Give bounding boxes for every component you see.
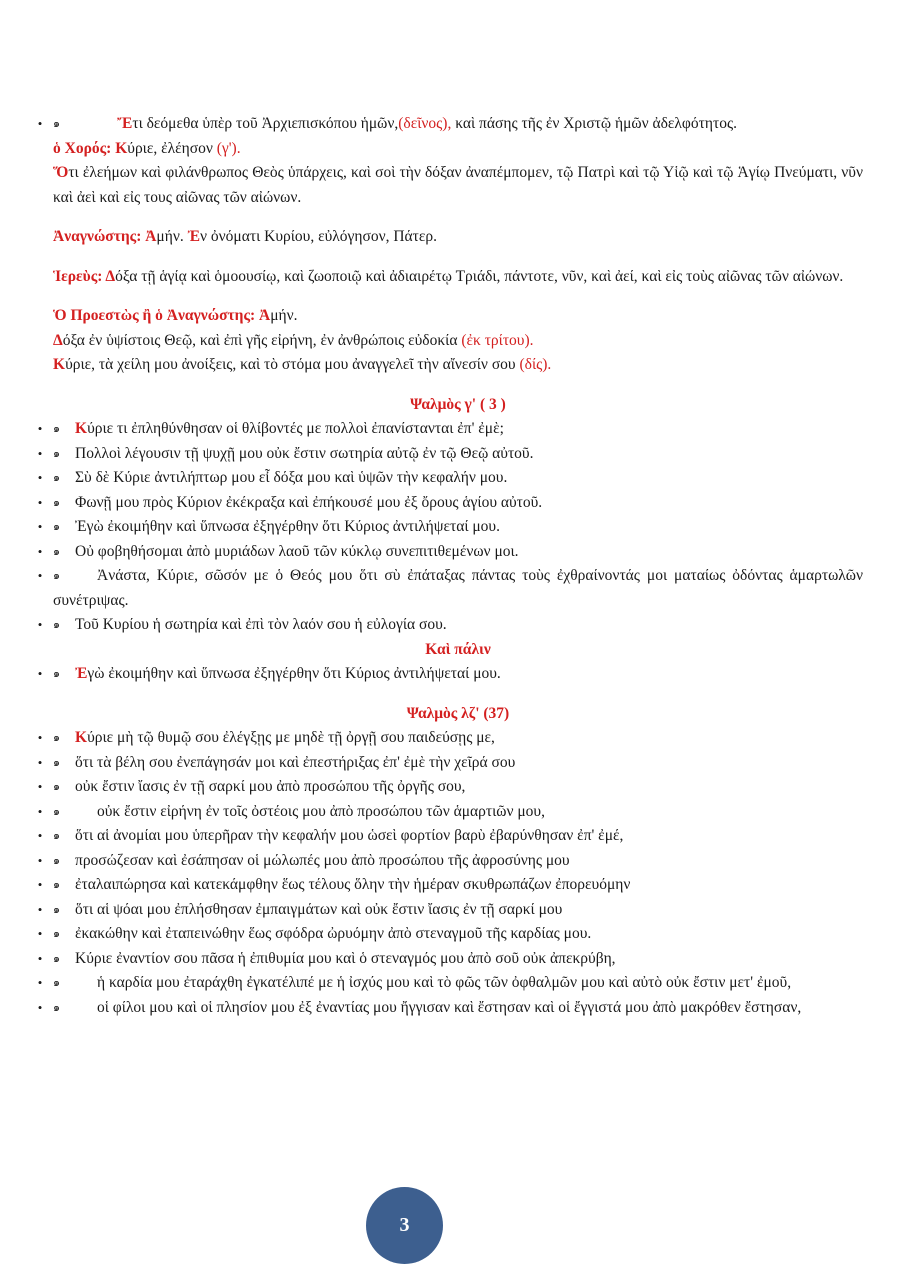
verse-text: ὅτι τὰ βέλη σου ἐνεπάγησάν μοι καὶ ἐπεστήριξας ἐπ' ἐμὲ τὴν χεῖρά σου [75, 753, 516, 771]
verse-text: Οὐ φοβηθήσομαι ἀπὸ μυριάδων λαοῦ τῶν κύκλῳ συνεπιτιθεμένων μοι. [75, 542, 519, 560]
verse-text: Πολλοὶ λέγουσιν τῇ ψυχῇ μου οὐκ ἔστιν σωτηρία αὐτῷ ἐν τῷ Θεῷ αὐτοῦ. [75, 444, 534, 462]
spiral-icon: ๑ [53, 668, 60, 680]
lips-text: ύριε, τὰ χείλη μου ἀνοίξεις, καὶ τὸ στόμα μου ἀναγγελεῖ τὴν αἴνεσίν σου [65, 356, 520, 373]
verse-item [37, 922, 863, 947]
petition-text-end: καὶ πάσης τῆς ἐν Χριστῷ ἡμῶν ἀδελφότητος. [451, 115, 737, 132]
lips-line [53, 353, 863, 378]
priest-paragraph [53, 265, 863, 290]
bullet-icon: • [37, 543, 43, 559]
again-title: Καὶ πάλιν [425, 640, 491, 658]
spiral-icon: ๑ [53, 496, 60, 509]
spiral-icon: ๑ [53, 756, 60, 769]
verse-text: ἐκακώθην καὶ ἐταπεινώθην ἕως σφόδρα ὠρυόμην ἀπὸ στεναγμοῦ τῆς καρδίας μου. [75, 925, 592, 942]
verse-item [37, 800, 863, 825]
verse-text: Ἐγὼ ἐκοιμήθην καὶ ὕπνωσα ἐξηγέρθην ὅτι Κύριος ἀντιλήψεταί μου. [75, 518, 500, 535]
bullet-icon: • [37, 666, 43, 681]
spiral-icon: ๑ [53, 1001, 60, 1014]
spiral-icon: ๑ [53, 805, 60, 818]
spiral-icon: ๑ [53, 928, 60, 940]
bullet-icon: • [37, 470, 43, 485]
spiral-icon: ๑ [53, 903, 60, 916]
choir-text: ύριε, ἐλέησον [127, 139, 217, 157]
verse-text: Ἀνάστα, Κύριε, σῶσόν με ὁ Θεός μου ὅτι σὺ ἐπάταξας πάντας τοὺς ἐχθραίνοντάς μοι ματαίως ὀδόντας ἁμαρτωλῶν συνέτριψας. [53, 567, 863, 609]
bullet-icon: • [37, 445, 43, 461]
bullet-icon: • [37, 852, 43, 868]
verse-item [37, 540, 863, 565]
spiral-icon: ๑ [53, 118, 60, 130]
bullet-icon: • [37, 877, 43, 892]
verse-item [37, 898, 863, 923]
verse-item [37, 515, 863, 540]
bullet-icon: • [37, 116, 43, 131]
psalm-3-title: Ψαλμὸς γ' ( 3 ) [410, 395, 506, 413]
verse-text: ἡ καρδία μου ἐταράχθη ἐγκατέλιπέ με ἡ ἰσχύς μου καὶ τὸ φῶς τῶν ὀφθαλμῶν μου καὶ αὐτὸ οὐκ ἔστιν μετ' ἐμοῦ, [97, 974, 792, 991]
again-initial: Ἐ [75, 665, 88, 682]
verse-text: ἐταλαιπώρησα καὶ κατεκάμφθην ἕως τέλους ὅλην τὴν ἡμέραν σκυθρωπάζων ἐπορευόμην [75, 876, 631, 893]
choir-label: ὁ Χορός: [53, 139, 112, 157]
spiral-icon: ๑ [53, 423, 60, 435]
lips-initial: Κ [53, 356, 66, 373]
spiral-icon: ๑ [53, 570, 60, 582]
verse-item [37, 466, 863, 491]
verse-text: οὐκ ἔστιν εἰρήνη ἐν τοῖς ὀστέοις μου ἀπὸ προσώπου τῶν ἁμαρτιῶν μου, [97, 802, 545, 820]
spiral-icon: ๑ [53, 619, 60, 631]
bullet-icon: • [37, 730, 43, 745]
lips-rubric: (δίς). [519, 356, 552, 373]
spiral-icon: ๑ [53, 781, 60, 793]
verse-text: Φωνῇ μου πρὸς Κύριον ἐκέκραξα καὶ ἐπήκουσέ μου ἐξ ὄρους ἁγίου αὐτοῦ. [75, 493, 543, 511]
verse-item [37, 873, 863, 898]
priest-label: Ἱερεὺς: Δ [53, 267, 116, 285]
doxology-paragraph [53, 161, 863, 210]
reader-label: Ἀναγνώστης: Ἀ [53, 228, 157, 245]
verse-item [37, 775, 863, 800]
psalm-37-first-text: ύριε μὴ τῷ θυμῷ σου ἐλέγξῃς με μηδὲ τῇ ὀργῇ σου παιδεύσῃς με, [87, 729, 495, 746]
document-page [37, 112, 863, 1020]
bullet-icon: • [37, 779, 43, 794]
psalm-37-first-verse [37, 726, 863, 751]
reader-initial: Ἐ [187, 228, 201, 245]
verse-item [37, 491, 863, 516]
doxology-initial: Ὅ [53, 164, 69, 181]
verse-item [37, 417, 863, 442]
bullet-icon: • [37, 494, 43, 510]
psalm-37-verses [37, 751, 863, 1021]
verse-item [37, 564, 863, 613]
proestos-line [53, 304, 863, 329]
drop-initial: Ἔ [117, 115, 133, 132]
gloria-line [53, 329, 863, 354]
verse-item [37, 751, 863, 776]
gloria-text: όξα ἐν ὑψίστοις Θεῷ, καὶ ἐπὶ γῆς εἰρήνη, ἐν ἀνθρώποις εὐδοκία [62, 331, 462, 349]
bullet-icon: • [37, 754, 43, 770]
spiral-icon: ๑ [53, 447, 60, 460]
verse-item [37, 613, 863, 638]
bullet-icon: • [37, 617, 43, 632]
bullet-icon: • [37, 519, 43, 534]
verse-item [37, 996, 863, 1021]
spiral-icon: ๑ [53, 472, 60, 484]
verse-text: ὅτι αἱ ἀνομίαι μου ὑπερῆραν τὴν κεφαλήν μου ὡσεὶ φορτίον βαρὺ ἐβαρύνθησαν ἐπ' ἐμέ, [75, 827, 624, 844]
verse-item [37, 947, 863, 972]
verse-text: προσώζεσαν καὶ ἐσάπησαν οἱ μώλωπές μου ἀπὸ προσώπου τῆς ἀφροσύνης μου [75, 851, 570, 869]
verse-text: Σὺ δὲ Κύριε ἀντιλήπτωρ μου εἶ δόξα μου καὶ ὑψῶν τὴν κεφαλήν μου. [75, 469, 508, 486]
priest-text: όξα τῇ ἁγίᾳ καὶ ὁμοουσίῳ, καὶ ζωοποιῷ καὶ ἀδιαιρέτῳ Τριάδι, πάντοτε, νῦν, καὶ ἀεί, καὶ εἰς τοὺς αἰῶνας τῶν αἰώνων. [115, 267, 844, 285]
petition-text: τι δεόμεθα ὑπὲρ τοῦ Ἀρχιεπισκόπου ἡμῶν, [132, 115, 399, 132]
spiral-icon: ๑ [53, 830, 60, 842]
spiral-icon: ๑ [53, 854, 60, 867]
choir-initial: Κ [115, 139, 128, 157]
bullet-icon: • [37, 950, 43, 966]
gloria-rubric: (ἐκ τρίτου). [461, 331, 534, 349]
reader-text-end: ν ὀνόματι Κυρίου, εὐλόγησον, Πάτερ. [200, 228, 438, 245]
spiral-icon: ๑ [53, 521, 60, 533]
reader-line [53, 225, 863, 250]
verse-text: οὐκ ἔστιν ἴασις ἐν τῇ σαρκί μου ἀπὸ προσώπου τῆς ὀργῆς σου, [75, 778, 466, 795]
verse-text: οἱ φίλοι μου καὶ οἱ πλησίον μου ἐξ ἐναντίας μου ἤγγισαν καὶ ἔστησαν καὶ οἱ ἔγγιστά μου ἀπὸ μακρόθεν ἔστησαν, [97, 998, 802, 1016]
spiral-icon: ๑ [53, 879, 60, 891]
reader-text: μήν. [156, 228, 188, 245]
proestos-text: μήν. [270, 307, 298, 324]
spiral-icon: ๑ [53, 545, 60, 558]
verse-initial: Κ [75, 420, 88, 437]
petition-rubric: (δεῖνος), [398, 115, 452, 132]
proestos-label: Ὁ Προεστὼς ἢ ὁ Ἀναγνώστης: Ἀ [53, 307, 271, 324]
choir-rubric: (γ'). [216, 139, 241, 157]
bullet-icon: • [37, 803, 43, 819]
spiral-icon: ๑ [53, 952, 60, 965]
petition-paragraph [37, 112, 863, 137]
bullet-icon: • [37, 901, 43, 917]
again-text: γὼ ἐκοιμήθην καὶ ὕπνωσα ἐξηγέρθην ὅτι Κύριος ἀντιλήψεταί μου. [87, 665, 501, 682]
verse-item [37, 849, 863, 874]
bullet-icon: • [37, 926, 43, 941]
bullet-icon: • [37, 828, 43, 843]
page-number-badge: 3 [366, 1187, 443, 1264]
gloria-initial: Δ [53, 331, 63, 349]
verse-text: Τοῦ Κυρίου ἡ σωτηρία καὶ ἐπὶ τὸν λαόν σου ἡ εὐλογία σου. [75, 616, 447, 633]
psalm-37-title: Ψαλμὸς λζ' (37) [406, 704, 510, 722]
bullet-icon: • [37, 975, 43, 990]
spiral-icon: ๑ [53, 977, 60, 989]
verse-text: Κύριε ἐναντίον σου πᾶσα ἡ ἐπιθυμία μου καὶ ὁ στεναγμός μου ἀπὸ σοῦ οὐκ ἀπεκρύβη, [75, 949, 616, 967]
again-verse [37, 662, 863, 687]
psalm-3-verses [37, 417, 863, 638]
bullet-icon: • [37, 999, 43, 1015]
verse-item [37, 824, 863, 849]
verse-item [37, 442, 863, 467]
psalm-37-initial: Κ [75, 729, 88, 746]
verse-text: ύριε τι ἐπληθύνθησαν οἱ θλίβοντές με πολλοὶ ἐπανίστανται ἐπ' ἐμὲ; [87, 420, 504, 437]
spiral-icon: ๑ [53, 732, 60, 744]
verse-item [37, 971, 863, 996]
bullet-icon: • [37, 568, 43, 583]
choir-line [53, 137, 863, 162]
verse-text: ὅτι αἱ ψόαι μου ἐπλήσθησαν ἐμπαιγμάτων καὶ οὐκ ἔστιν ἴασις ἐν τῇ σαρκί μου [75, 900, 563, 918]
doxology-text: τι ἐλεήμων καὶ φιλάνθρωπος Θεὸς ὑπάρχεις, καὶ σοὶ τὴν δόξαν ἀναπέμπομεν, τῷ Πατρὶ καὶ τῷ Υἱῷ καὶ τῷ Ἁγίῳ Πνεύματι, νῦν καὶ ἀεὶ καὶ εἰς τους αἰῶνας τῶν αἰώνων. [53, 164, 863, 206]
bullet-icon: • [37, 421, 43, 436]
